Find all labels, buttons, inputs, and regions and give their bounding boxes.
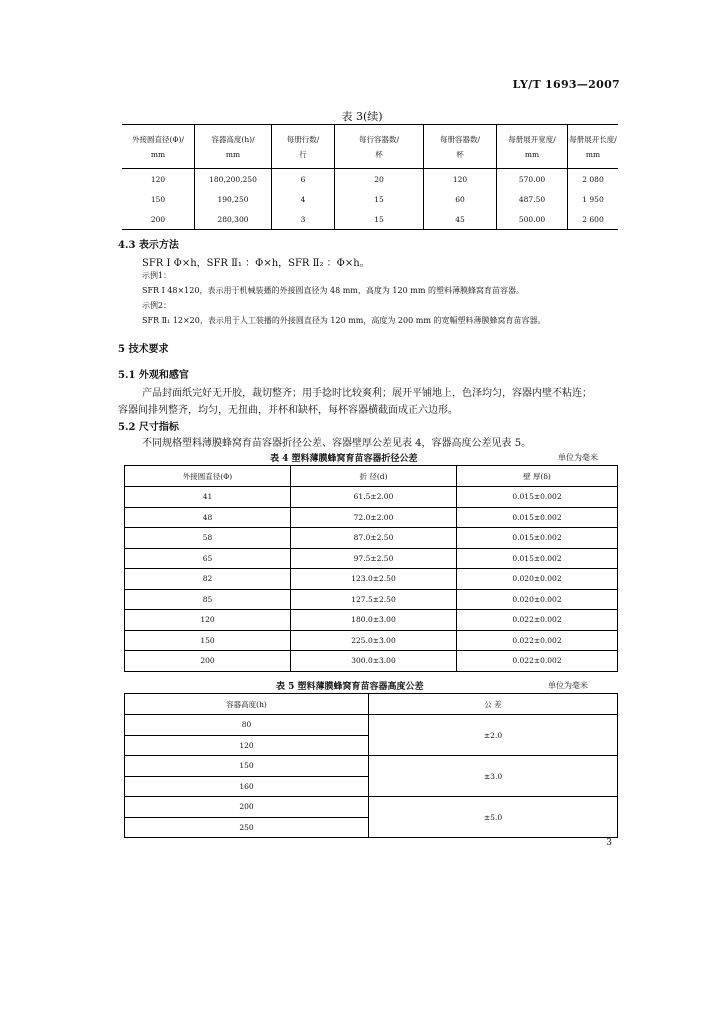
example-1-label: 示例1： — [142, 271, 172, 280]
table-cell: 120 — [424, 169, 497, 190]
table-cell: 87.0±2.50 — [291, 528, 457, 549]
table-cell: 15 — [335, 189, 424, 209]
section-5-2-heading: 5.2 尺寸指标 — [118, 422, 179, 433]
table5-col-tolerance: 公 差 — [369, 694, 618, 715]
table-cell: 82 — [125, 569, 291, 590]
table4 — [124, 465, 618, 672]
table-row — [125, 756, 618, 777]
table4-col-thickness: 壁 厚(δ) — [457, 466, 618, 487]
table-cell: 180,200,250 — [195, 169, 272, 190]
section-5-2-para: 不同规格塑料薄膜蜂窝育苗容器折径公差、容器壁厚公差见表 4，容器高度公差见表 5。 — [142, 438, 532, 449]
table-cell: 58 — [125, 528, 291, 549]
table-cell: 85 — [125, 589, 291, 610]
table-cell: 280,300 — [195, 209, 272, 230]
table-row — [125, 507, 618, 528]
table-cell: 61.5±2.00 — [291, 487, 457, 508]
table-cell: 60 — [424, 189, 497, 209]
table-row — [125, 569, 618, 590]
table-cell: 120 — [125, 735, 369, 756]
table-cell: 200 — [125, 797, 369, 818]
table-cell: 160 — [125, 776, 369, 797]
table-cell: 0.015±0.002 — [457, 487, 618, 508]
table-cell: 15 — [335, 209, 424, 230]
table-row — [125, 487, 618, 508]
table3-col-height: 容器高度(h)/ mm — [195, 125, 272, 169]
table-cell: 72.0±2.00 — [291, 507, 457, 528]
table-row — [125, 630, 618, 651]
table-row — [125, 528, 618, 549]
table-cell: 2 600 — [568, 209, 619, 230]
table-row — [122, 169, 618, 190]
table-row — [125, 715, 618, 736]
table-cell: 97.5±2.50 — [291, 548, 457, 569]
table4-header-row — [125, 466, 618, 487]
table-cell: 250 — [125, 817, 369, 838]
table-cell: 487.50 — [497, 189, 568, 209]
table-cell: 3 — [272, 209, 335, 230]
table-cell: 0.022±0.002 — [457, 610, 618, 631]
table-row — [125, 589, 618, 610]
table-cell: 1 950 — [568, 189, 619, 209]
table-cell: 123.0±2.50 — [291, 569, 457, 590]
table-cell: 190,250 — [195, 189, 272, 209]
table-cell: 150 — [122, 189, 195, 209]
table-cell: 120 — [122, 169, 195, 190]
table5-caption: 表 5 塑料薄膜蜂窝育苗容器高度公差 — [276, 682, 424, 692]
standard-number: LY/T 1693—2007 — [512, 78, 620, 91]
table-cell: 500.00 — [497, 209, 568, 230]
table-cell: 65 — [125, 548, 291, 569]
table5 — [124, 693, 618, 838]
example-2-label: 示例2： — [142, 301, 172, 310]
notation-formula: SFR Ⅰ Φ×h，SFR Ⅱ₁ ：Φ×h，SFR Ⅱ₂ ：Φ×h。 — [142, 258, 370, 269]
table-cell: 4 — [272, 189, 335, 209]
table-row — [125, 610, 618, 631]
section-5-1-para-line2: 容器间排列整齐，均匀，无扭曲，并杯和缺杯，每杯容器横截面成正六边形。 — [118, 405, 458, 416]
table-cell: 300.0±3.00 — [291, 651, 457, 672]
table-cell: 0.022±0.002 — [457, 630, 618, 651]
table5-col-height: 容器高度(h) — [125, 694, 369, 715]
table-cell: 570.00 — [497, 169, 568, 190]
table-cell: 225.0±3.00 — [291, 630, 457, 651]
table-cell: 80 — [125, 715, 369, 736]
table-cell: 0.022±0.002 — [457, 651, 618, 672]
table-cell: 48 — [125, 507, 291, 528]
section-5-heading: 5 技术要求 — [118, 344, 169, 355]
page-number: 3 — [606, 838, 612, 848]
table3-col-length: 每册展开长度/ mm — [568, 125, 619, 169]
table-row — [125, 548, 618, 569]
table-cell: 180.0±3.00 — [291, 610, 457, 631]
table-cell: 200 — [122, 209, 195, 230]
table4-caption: 表 4 塑料薄膜蜂窝育苗容器折径公差 — [270, 454, 418, 464]
table-cell: 6 — [272, 169, 335, 190]
table3-col-rows: 每册行数/ 行 — [272, 125, 335, 169]
table-cell: 0.020±0.002 — [457, 569, 618, 590]
table4-unit: 单位为毫米 — [558, 453, 598, 462]
table5-unit: 单位为毫米 — [548, 681, 588, 690]
table-cell: 0.015±0.002 — [457, 528, 618, 549]
section-5-1-heading: 5.1 外观和感官 — [118, 370, 189, 381]
section-4-3-heading: 4.3 表示方法 — [118, 240, 179, 251]
table3-col-width: 每册展开宽度/ mm — [497, 125, 568, 169]
table3 — [122, 124, 618, 230]
table-row — [125, 651, 618, 672]
table-cell: 120 — [125, 610, 291, 631]
table3-caption: 表 3(续) — [341, 110, 383, 123]
table3-header-row — [122, 125, 618, 169]
table-cell: 0.015±0.002 — [457, 507, 618, 528]
section-5-1-para-line1: 产品封面纸完好无开胶，裁切整齐；用手捻时比较爽利；展开平铺地上，色泽均匀，容器内壁不粘连； — [142, 388, 592, 399]
table4-col-fold: 折 径(d) — [291, 466, 457, 487]
table-cell: 41 — [125, 487, 291, 508]
table-cell: 200 — [125, 651, 291, 672]
table-row — [125, 797, 618, 818]
table3-col-diameter: 外接圆直径(Φ)/ mm — [122, 125, 195, 169]
table-row — [122, 189, 618, 209]
table3-col-per-row: 每行容器数/ 杯 — [335, 125, 424, 169]
table-cell: 2 080 — [568, 169, 619, 190]
table-cell: 150 — [125, 756, 369, 777]
table-cell: 150 — [125, 630, 291, 651]
table-cell: 20 — [335, 169, 424, 190]
table3-col-per-book: 每册容器数/ 杯 — [424, 125, 497, 169]
example-2-text: SFR Ⅱ₁ 12×20，表示用于人工装播的外接圆直径为 120 mm，高度为 200 mm 的宽幅塑料薄膜蜂窝育苗容器。 — [142, 316, 546, 325]
table-cell: ±3.0 — [369, 756, 618, 797]
example-1-text: SFR Ⅰ 48×120，表示用于机械装播的外接圆直径为 48 mm，高度为 120 mm 的塑料薄膜蜂窝育苗容器。 — [142, 286, 524, 295]
table4-col-diameter: 外接圆直径(Φ) — [125, 466, 291, 487]
table-cell: 0.020±0.002 — [457, 589, 618, 610]
table5-header-row — [125, 694, 618, 715]
table-row — [122, 209, 618, 230]
table-cell: ±2.0 — [369, 715, 618, 756]
table-cell: 127.5±2.50 — [291, 589, 457, 610]
table-cell: 45 — [424, 209, 497, 230]
table-cell: ±5.0 — [369, 797, 618, 838]
table-cell: 0.015±0.002 — [457, 548, 618, 569]
